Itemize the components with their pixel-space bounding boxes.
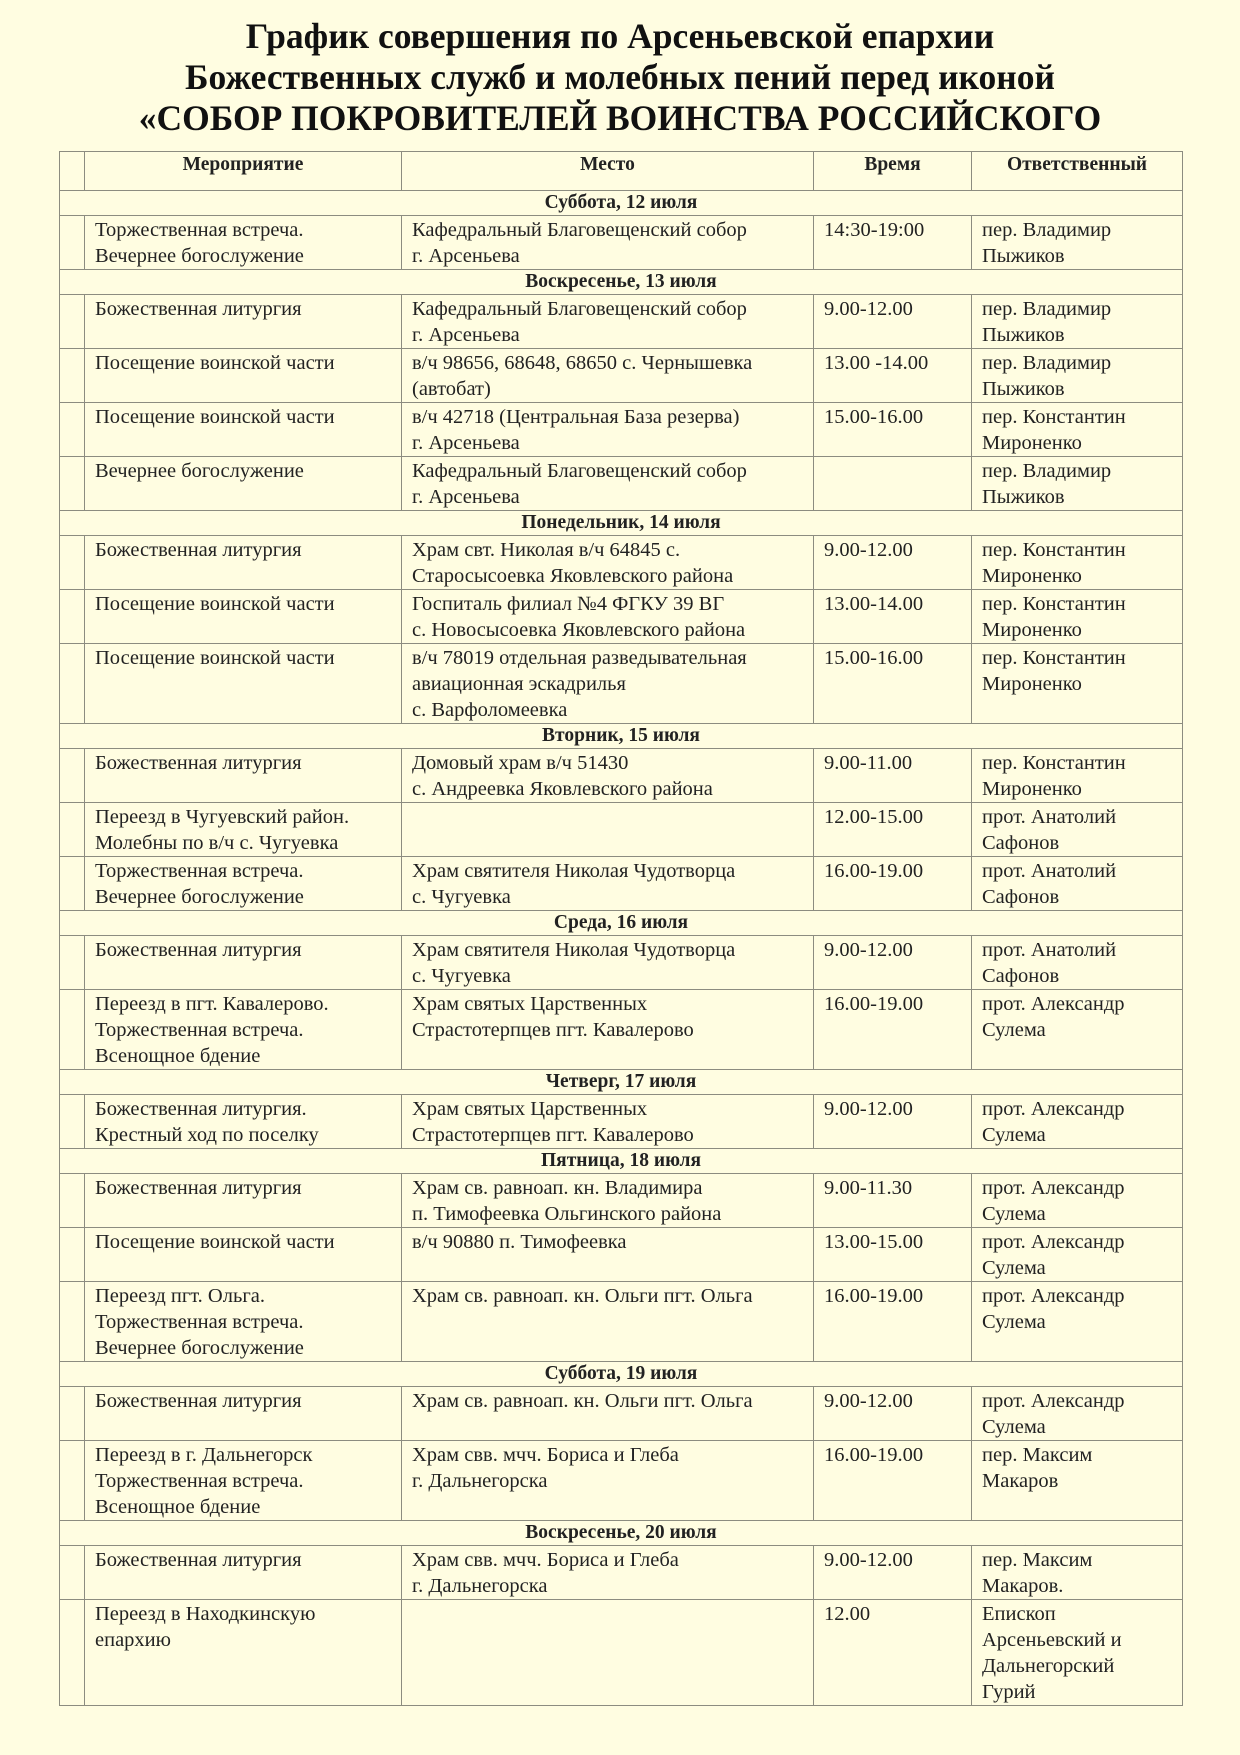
day-header-row (60, 270, 1183, 295)
table-row (60, 749, 1183, 803)
responsible-cell-line: пер. Константин (982, 406, 1126, 428)
place-cell-line: Страстотерпцев пгт. Кавалерово (412, 1124, 694, 1146)
day-header-row (60, 1521, 1183, 1546)
place-cell-line: Храм святых Царственных (412, 993, 648, 1015)
event-cell-line: Посещение воинской части (95, 647, 335, 669)
day-date: Четверг, 17 июля (60, 1070, 1183, 1095)
place-cell (402, 590, 814, 644)
responsible-cell (972, 857, 1183, 911)
event-cell-line: Вечернее богослужение (95, 245, 304, 267)
table-header-row (60, 152, 1183, 191)
responsible-cell-line: пер. Владимир (982, 219, 1112, 241)
row-blank-cell (60, 1228, 85, 1282)
place-cell (402, 536, 814, 590)
table-row (60, 403, 1183, 457)
time-cell: 13.00-14.00 (814, 590, 972, 644)
event-cell (85, 1600, 402, 1706)
event-cell-line: Божественная литургия (95, 539, 302, 561)
table-row (60, 857, 1183, 911)
place-cell-line: в/ч 90880 п. Тимофеевка (412, 1231, 627, 1253)
place-cell-line: (автобат) (412, 378, 491, 400)
time-cell: 9.00-11.00 (814, 749, 972, 803)
day-date: Воскресенье, 13 июля (60, 270, 1183, 295)
row-blank-cell (60, 536, 85, 590)
place-cell-line: с. Чугуевка (412, 886, 511, 908)
time-cell: 16.00-19.00 (814, 990, 972, 1070)
event-cell-line: Всенощное бдение (95, 1045, 261, 1067)
day-date: Среда, 16 июля (60, 911, 1183, 936)
place-cell (402, 295, 814, 349)
event-cell-line: Торжественная встреча. (95, 1470, 304, 1492)
event-cell (85, 803, 402, 857)
table-row (60, 536, 1183, 590)
responsible-cell (972, 1282, 1183, 1362)
schedule-table (59, 151, 1183, 1706)
row-blank-cell (60, 1441, 85, 1521)
row-blank-cell (60, 644, 85, 724)
time-cell: 16.00-19.00 (814, 1441, 972, 1521)
event-cell-line: Переезд в г. Дальнегорск (95, 1444, 313, 1466)
place-cell (402, 1387, 814, 1441)
place-cell (402, 457, 814, 511)
event-cell-line: Божественная литургия (95, 1390, 302, 1412)
event-cell-line: Переезд в Находкинскую (95, 1603, 316, 1625)
place-cell (402, 803, 814, 857)
responsible-cell-line: Сафонов (982, 965, 1060, 987)
place-cell (402, 1174, 814, 1228)
responsible-cell-line: Пыжиков (982, 486, 1065, 508)
responsible-cell-line: Пыжиков (982, 245, 1065, 267)
table-row (60, 936, 1183, 990)
place-cell-line: Храм святых Царственных (412, 1098, 648, 1120)
place-cell-line: с. Варфоломеевка (412, 699, 568, 721)
table-row (60, 457, 1183, 511)
responsible-cell-line: Макаров. (982, 1575, 1064, 1597)
event-cell-line: Божественная литургия (95, 298, 302, 320)
time-cell: 9.00-12.00 (814, 536, 972, 590)
day-header-row (60, 1362, 1183, 1387)
event-cell-line: Торжественная встреча. (95, 1311, 304, 1333)
day-header-row (60, 1070, 1183, 1095)
responsible-cell-line: пер. Максим (982, 1549, 1093, 1571)
table-row (60, 1546, 1183, 1600)
table-row (60, 295, 1183, 349)
place-cell (402, 1282, 814, 1362)
responsible-cell (972, 644, 1183, 724)
place-cell (402, 403, 814, 457)
place-cell (402, 644, 814, 724)
time-cell: 9.00-12.00 (814, 1546, 972, 1600)
event-cell-line: Молебны по в/ч с. Чугуевка (95, 832, 339, 854)
responsible-cell-line: прот. Анатолий (982, 806, 1117, 828)
responsible-cell-line: Сафонов (982, 832, 1060, 854)
responsible-cell-line: пер. Владимир (982, 460, 1112, 482)
place-cell-line: Госпиталь филиал №4 ФГКУ 39 ВГ (412, 593, 725, 615)
place-cell-line: Кафедральный Благовещенский собор (412, 298, 747, 320)
event-cell (85, 644, 402, 724)
day-date: Пятница, 18 июля (60, 1149, 1183, 1174)
table-row (60, 1282, 1183, 1362)
row-blank-cell (60, 990, 85, 1070)
responsible-cell (972, 295, 1183, 349)
responsible-cell-line: Пыжиков (982, 324, 1065, 346)
place-cell (402, 349, 814, 403)
event-cell (85, 1282, 402, 1362)
responsible-cell-line: Мироненко (982, 432, 1082, 454)
row-blank-cell (60, 216, 85, 270)
row-blank-cell (60, 457, 85, 511)
place-cell (402, 936, 814, 990)
event-cell (85, 349, 402, 403)
row-blank-cell (60, 936, 85, 990)
row-blank-cell (60, 1387, 85, 1441)
place-cell-line: г. Арсеньева (412, 486, 520, 508)
place-cell-line: в/ч 98656, 68648, 68650 с. Чернышевка (412, 352, 753, 374)
responsible-cell-line: Сулема (982, 1416, 1046, 1438)
header-responsible: Ответственный (972, 152, 1183, 191)
table-row (60, 1095, 1183, 1149)
event-cell-line: епархию (95, 1629, 171, 1651)
title-line: График совершения по Арсеньевской епархии (245, 16, 995, 56)
time-cell: 15.00-16.00 (814, 644, 972, 724)
day-header-row (60, 1149, 1183, 1174)
place-cell-line: Храм святителя Николая Чудотворца (412, 939, 736, 961)
place-cell-line: г. Дальнегорска (412, 1470, 548, 1492)
place-cell-line: авиационная эскадрилья (412, 673, 626, 695)
row-blank-cell (60, 349, 85, 403)
event-cell-line: Переезд пгт. Ольга. (95, 1285, 265, 1307)
header-place: Место (402, 152, 814, 191)
responsible-cell-line: Сулема (982, 1257, 1046, 1279)
responsible-cell (972, 536, 1183, 590)
place-cell (402, 1095, 814, 1149)
responsible-cell (972, 1441, 1183, 1521)
place-cell-line: г. Арсеньева (412, 245, 520, 267)
title-line: «СОБОР ПОКРОВИТЕЛЕЙ ВОИНСТВА РОССИЙСКОГО (138, 98, 1102, 138)
table-row (60, 1174, 1183, 1228)
event-cell-line: Посещение воинской части (95, 1231, 335, 1253)
day-date: Воскресенье, 20 июля (60, 1521, 1183, 1546)
responsible-cell (972, 1095, 1183, 1149)
responsible-cell (972, 349, 1183, 403)
responsible-cell (972, 990, 1183, 1070)
event-cell (85, 590, 402, 644)
row-blank-cell (60, 1174, 85, 1228)
place-cell-line: с. Андреевка Яковлевского района (412, 778, 713, 800)
responsible-cell-line: прот. Анатолий (982, 939, 1117, 961)
place-cell (402, 990, 814, 1070)
event-cell-line: Торжественная встреча. (95, 219, 304, 241)
place-cell-line: Храм святителя Николая Чудотворца (412, 860, 736, 882)
time-cell: 9.00-12.00 (814, 295, 972, 349)
row-blank-cell (60, 1600, 85, 1706)
place-cell-line: в/ч 78019 отдельная разведывательная (412, 647, 747, 669)
place-cell (402, 749, 814, 803)
schedule-body (60, 191, 1183, 1706)
responsible-cell-line: Мироненко (982, 673, 1082, 695)
responsible-cell-line: прот. Анатолий (982, 860, 1117, 882)
responsible-cell (972, 1600, 1183, 1706)
responsible-cell-line: пер. Константин (982, 539, 1126, 561)
time-cell: 16.00-19.00 (814, 1282, 972, 1362)
responsible-cell (972, 803, 1183, 857)
place-cell-line: в/ч 42718 (Центральная База резерва) (412, 406, 740, 428)
row-blank-cell (60, 590, 85, 644)
place-cell (402, 1600, 814, 1706)
place-cell-line: Храм свт. Николая в/ч 64845 с. (412, 539, 681, 561)
responsible-cell (972, 1228, 1183, 1282)
time-cell: 13.00 -14.00 (814, 349, 972, 403)
responsible-cell (972, 749, 1183, 803)
time-cell: 16.00-19.00 (814, 857, 972, 911)
document-title (0, 0, 1240, 138)
responsible-cell-line: прот. Александр (982, 1285, 1125, 1307)
event-cell-line: Божественная литургия (95, 1177, 302, 1199)
event-cell-line: Всенощное бдение (95, 1496, 261, 1518)
responsible-cell-line: Сулема (982, 1203, 1046, 1225)
table-row (60, 990, 1183, 1070)
place-cell-line: Кафедральный Благовещенский собор (412, 460, 747, 482)
row-blank-cell (60, 857, 85, 911)
row-blank-cell (60, 1282, 85, 1362)
header-blank (60, 152, 85, 191)
event-cell (85, 403, 402, 457)
table-row (60, 644, 1183, 724)
event-cell-line: Торжественная встреча. (95, 1019, 304, 1041)
place-cell-line: Храм св. равноап. кн. Ольги пгт. Ольга (412, 1285, 753, 1307)
responsible-cell-line: прот. Александр (982, 993, 1125, 1015)
event-cell (85, 857, 402, 911)
responsible-cell-line: пер. Владимир (982, 298, 1112, 320)
event-cell (85, 1441, 402, 1521)
event-cell (85, 936, 402, 990)
time-cell: 9.00-12.00 (814, 936, 972, 990)
responsible-cell-line: пер. Владимир (982, 352, 1112, 374)
time-cell: 12.00-15.00 (814, 803, 972, 857)
place-cell-line: Домовый храм в/ч 51430 (412, 752, 629, 774)
event-cell-line: Посещение воинской части (95, 406, 335, 428)
responsible-cell-line: пер. Константин (982, 647, 1126, 669)
time-cell: 9.00-12.00 (814, 1387, 972, 1441)
time-cell: 13.00-15.00 (814, 1228, 972, 1282)
place-cell-line: п. Тимофеевка Ольгинского района (412, 1203, 722, 1225)
row-blank-cell (60, 1546, 85, 1600)
day-header-row (60, 724, 1183, 749)
responsible-cell-line: Мироненко (982, 619, 1082, 641)
event-cell (85, 1095, 402, 1149)
place-cell-line: Храм свв. мчч. Бориса и Глеба (412, 1549, 679, 1571)
responsible-cell (972, 1546, 1183, 1600)
event-cell-line: Вечернее богослужение (95, 886, 304, 908)
event-cell-line: Божественная литургия. (95, 1098, 307, 1120)
place-cell-line: Храм св. равноап. кн. Владимира (412, 1177, 703, 1199)
responsible-cell-line: Сафонов (982, 886, 1060, 908)
responsible-cell-line: Епископ (982, 1603, 1056, 1625)
event-cell-line: Посещение воинской части (95, 352, 335, 374)
responsible-cell-line: Сулема (982, 1311, 1046, 1333)
place-cell (402, 1228, 814, 1282)
day-header-row (60, 911, 1183, 936)
time-cell (814, 457, 972, 511)
header-time: Время (814, 152, 972, 191)
time-cell: 15.00-16.00 (814, 403, 972, 457)
responsible-cell-line: прот. Александр (982, 1098, 1125, 1120)
responsible-cell (972, 403, 1183, 457)
row-blank-cell (60, 749, 85, 803)
table-row (60, 1600, 1183, 1706)
place-cell-line: Храм свв. мчч. Бориса и Глеба (412, 1444, 679, 1466)
place-cell-line: Страстотерпцев пгт. Кавалерово (412, 1019, 694, 1041)
place-cell-line: г. Арсеньева (412, 324, 520, 346)
place-cell (402, 857, 814, 911)
responsible-cell-line: прот. Александр (982, 1231, 1125, 1253)
place-cell (402, 216, 814, 270)
place-cell-line: с. Новосысоевка Яковлевского района (412, 619, 746, 641)
place-cell (402, 1546, 814, 1600)
responsible-cell-line: Гурий (982, 1681, 1036, 1703)
event-cell-line: Вечернее богослужение (95, 460, 304, 482)
event-cell-line: Божественная литургия (95, 752, 302, 774)
day-date: Понедельник, 14 июля (60, 511, 1183, 536)
time-cell: 14:30-19:00 (814, 216, 972, 270)
event-cell (85, 1228, 402, 1282)
place-cell-line: Старосысоевка Яковлевского района (412, 565, 734, 587)
event-cell (85, 1174, 402, 1228)
responsible-cell (972, 1387, 1183, 1441)
event-cell-line: Вечернее богослужение (95, 1337, 304, 1359)
responsible-cell-line: Мироненко (982, 778, 1082, 800)
day-date: Суббота, 12 июля (60, 191, 1183, 216)
responsible-cell-line: Сулема (982, 1124, 1046, 1146)
table-row (60, 349, 1183, 403)
row-blank-cell (60, 803, 85, 857)
header-event: Мероприятие (85, 152, 402, 191)
responsible-cell-line: Пыжиков (982, 378, 1065, 400)
time-cell: 9.00-11.30 (814, 1174, 972, 1228)
event-cell (85, 1387, 402, 1441)
event-cell-line: Переезд в Чугуевский район. (95, 806, 350, 828)
event-cell-line: Божественная литургия (95, 1549, 302, 1571)
day-date: Вторник, 15 июля (60, 724, 1183, 749)
place-cell (402, 1441, 814, 1521)
responsible-cell-line: прот. Александр (982, 1390, 1125, 1412)
day-date: Суббота, 19 июля (60, 1362, 1183, 1387)
time-cell: 9.00-12.00 (814, 1095, 972, 1149)
event-cell (85, 990, 402, 1070)
responsible-cell (972, 590, 1183, 644)
responsible-cell-line: пер. Константин (982, 593, 1126, 615)
place-cell-line: Кафедральный Благовещенский собор (412, 219, 747, 241)
place-cell-line: г. Дальнегорска (412, 1575, 548, 1597)
row-blank-cell (60, 295, 85, 349)
responsible-cell-line: Арсеньевский и (982, 1629, 1122, 1651)
table-row (60, 1228, 1183, 1282)
responsible-cell (972, 457, 1183, 511)
event-cell-line: Посещение воинской части (95, 593, 335, 615)
event-cell-line: Божественная литургия (95, 939, 302, 961)
place-cell-line: с. Чугуевка (412, 965, 511, 987)
responsible-cell-line: пер. Константин (982, 752, 1126, 774)
row-blank-cell (60, 403, 85, 457)
event-cell (85, 1546, 402, 1600)
day-header-row (60, 191, 1183, 216)
table-row (60, 590, 1183, 644)
place-cell-line: г. Арсеньева (412, 432, 520, 454)
event-cell (85, 749, 402, 803)
place-cell-line: Храм св. равноап. кн. Ольги пгт. Ольга (412, 1390, 753, 1412)
table-row (60, 1387, 1183, 1441)
responsible-cell-line: Макаров (982, 1470, 1059, 1492)
table-row (60, 803, 1183, 857)
day-header-row (60, 511, 1183, 536)
responsible-cell (972, 1174, 1183, 1228)
responsible-cell-line: пер. Максим (982, 1444, 1093, 1466)
time-cell: 12.00 (814, 1600, 972, 1706)
responsible-cell-line: Дальнегорский (982, 1655, 1115, 1677)
row-blank-cell (60, 1095, 85, 1149)
table-row (60, 216, 1183, 270)
event-cell-line: Крестный ход по поселку (95, 1124, 319, 1146)
responsible-cell (972, 216, 1183, 270)
title-line: Божественных служб и молебных пений перед иконой (185, 57, 1055, 97)
table-row (60, 1441, 1183, 1521)
event-cell (85, 216, 402, 270)
event-cell (85, 295, 402, 349)
event-cell (85, 457, 402, 511)
responsible-cell (972, 936, 1183, 990)
responsible-cell-line: Мироненко (982, 565, 1082, 587)
responsible-cell-line: Сулема (982, 1019, 1046, 1041)
event-cell-line: Торжественная встреча. (95, 860, 304, 882)
event-cell-line: Переезд в пгт. Кавалерово. (95, 993, 329, 1015)
event-cell (85, 536, 402, 590)
responsible-cell-line: прот. Александр (982, 1177, 1125, 1199)
